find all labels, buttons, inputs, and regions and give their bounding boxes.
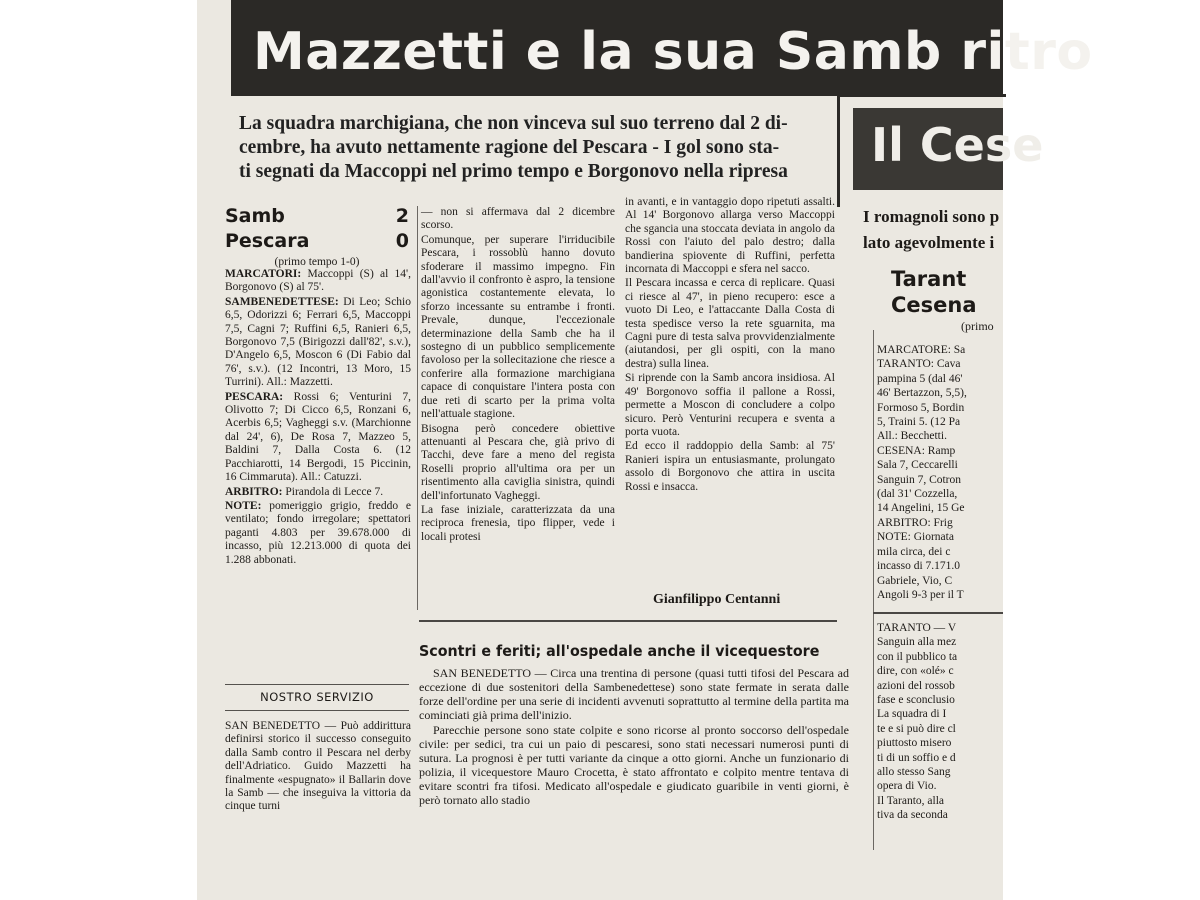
away-lineup-text: Rossi 6; Venturini 7, Olivotto 7; Di Cicco 6,5, Ronzani 6, Acerbis 6,5; Vagheggi s.v. (Marchionne dal 24', 6), De Rosa 7, Mazzeo 5, Baldini 7, Dalla Costa 6. (12 Pacchiarotti, 14 Bergodi, 15 Piccinin, 16 Cimmaruta). All.: Catuzzi. (225, 390, 411, 484)
side-body-line: Il Taranto, alla (877, 794, 944, 807)
subhead-line: La squadra marchigiana, che non vinceva sul suo terreno dal 2 di- (239, 113, 788, 134)
side-line: mila circa, dei c (877, 545, 951, 558)
notes-text: pomeriggio grigio, freddo e ventilato; fondo irregolare; spettatori paganti 4.803 per 39.678.000 di incasso, più 12.213.000 di quota dei 1.288 abbonati. (225, 499, 412, 566)
side-line: (dal 31' Cozzella, (877, 488, 958, 501)
side-line: MARCATORE: Sa (877, 344, 966, 356)
home-lineup-text: Di Leo; Schio 6,5, Odorizzi 6; Ferrari 6,5, Maccoppi 7,5, Cagni 7; Ruffini 6,5, Ranieri 6,5, Borgonovo 7,5 (Birigozzi dall'82', s.v.), D'Angelo 6,5, Moscon 6 (Di Fabio dal 76', s.v.). (12 Incontri, 13 Moro, 15 Turrini). All.: Mazzetti. (225, 295, 411, 389)
away-lineup (225, 391, 411, 485)
side-body-line: tiva da seconda (877, 809, 948, 822)
side-body-line: TARANTO — V (877, 622, 957, 634)
section-divider (419, 620, 837, 622)
article-paragraph: Si riprende con la Samb ancora insidiosa. Al 49' Borgonovo soffia il pallone a Rossi, permette a Moscon di concludere a colpo sicuro. Però Venturini recupera e sventa a porta vuota. (625, 372, 835, 438)
side-line: ARBITRO: Frig (877, 516, 953, 529)
side-line: Angoli 9-3 per il T (877, 588, 964, 601)
referee-text: Pirandola di Lecce 7. (285, 485, 384, 498)
side-team-1: Tarant (891, 267, 967, 291)
article-paragraph: SAN BENEDETTO — Può addirittura definirsi storico il successo conseguito dalla Samb contro il Pescara nel derby dell'Adriatico. Guido Mazzetti ha finalmente «espugnato» il Ballarin dove la Samb — che inseguiva la vittoria da cinque turni (225, 720, 411, 813)
column-divider (873, 330, 874, 850)
score-away: 0 (395, 230, 409, 252)
side-body-line: azioni del rossob (877, 679, 955, 692)
section-divider (873, 612, 1003, 614)
side-subheadline (863, 204, 1003, 256)
article-paragraph: in avanti, e in vantaggio dopo ripetuti assalti. Al 14' Borgonovo allarga verso Maccoppi che sgancia una stoccata deviata in angolo da Rossi con l'aiuto del palo destro; dalla bandierina spiovente di Ruffini, perfetta incornata di Maccoppi e sfera nel sacco. (625, 196, 835, 276)
article-paragraph: Bisogna però concedere obiettive attenuanti al Pescara che, già privo di Tacchi, deve fare a meno del regista Roselli proprio all'ultima ora per un risentimento alla caviglia sinistra, quindi dell'infortunato Vagheggi. (421, 422, 615, 502)
side-line: 5, Traini 5. (12 Pa (877, 416, 961, 429)
subhead-line: cembre, ha avuto nettamente ragione del Pescara - I gol sono sta- (239, 137, 780, 158)
side-body-line: fase e sconclusio (877, 694, 955, 707)
side-body-line: La squadra di I (877, 708, 947, 721)
scoreboard (225, 204, 409, 268)
referee (225, 486, 411, 499)
side-body-line: Sanguin alla mez (877, 636, 957, 649)
notes (225, 500, 411, 567)
side-line: NOTE: Giornata (877, 531, 954, 544)
side-line: 46' Bertazzon, 5,5), (877, 387, 967, 400)
side-line: 14 Angelini, 15 Ge (877, 502, 965, 515)
referee-label: ARBITRO: (225, 485, 283, 498)
divider (225, 684, 409, 685)
side-line: All.: Becchetti. (877, 430, 947, 443)
secondary-headline: Scontri e feriti; all'ospedale anche il vicequestore (419, 642, 820, 660)
away-lineup-label: PESCARA: (225, 390, 284, 403)
column-divider (417, 206, 418, 610)
byline: Gianfilippo Centanni (653, 592, 781, 607)
halftime-score: (primo tempo 1-0) (274, 256, 360, 268)
side-line: TARANTO: Cava (877, 358, 961, 371)
side-line: Gabriele, Vio, C (877, 574, 953, 587)
article-column-3 (625, 196, 835, 495)
article-paragraph: La fase iniziale, caratterizzata da una reciproca frenesia, tipo flipper, vede i locali protesi (421, 503, 615, 543)
newspaper-clipping (197, 0, 1093, 900)
team-home: Samb (225, 205, 285, 227)
side-subhead-line: lato agevolmente i (863, 233, 995, 252)
side-body-line: opera di Vio. (877, 780, 937, 793)
side-body-line: te e si può dire cl (877, 722, 956, 735)
article-lead (225, 720, 411, 815)
side-lineups (877, 344, 1003, 603)
scorers (225, 268, 411, 295)
article-paragraph: Comunque, per superare l'irriducibile Pescara, i rossoblù hanno dovuto sfoderare il massimo impegno. Fin dall'avvio il confronto è aspro, la tensione agonistica costantemente elevata, lo sforzo incessante su entrambe i fronti. Prevale, dunque, l'eccezionale determinazione della Samb che ha il sostegno di un pubblico semplicemente favoloso per la sollecitazione che riesce a conferire alla formazione marchigiana capace di conquistare l'intera posta con due reti di scarto per la prima volta nell'attuale stagione. (421, 233, 615, 421)
side-scoreboard (891, 266, 1003, 318)
side-body-line: dire, con «olé» c (877, 665, 954, 678)
side-body-line: allo stesso Sang (877, 766, 951, 779)
article-paragraph: SAN BENEDETTO — Circa una trentina di persone (quasi tutti tifosi del Pescara ad eccezione di due sostenitori della Sambenedettese) sono state fermate in serata dalle forze dell'ordine per una serie di incidenti avvenuti soprattutto al termine della partita ma cominciati già prima dell'inizio. (419, 666, 849, 722)
scorers-label: MARCATORI: (225, 268, 302, 280)
article-paragraph: Ed ecco il raddoppio della Samb: al 75' Ranieri ispira un entusiasmante, prolungato assolo di Borgonovo che attira in uscita Rossi e insacca. (625, 440, 835, 493)
article-column-2 (421, 206, 615, 545)
match-report-details (225, 268, 411, 568)
secondary-article-body (419, 666, 849, 808)
side-headline-banner (853, 108, 1044, 190)
side-line: Sanguin 7, Cotron (877, 473, 962, 486)
home-lineup (225, 296, 411, 390)
side-body-line: piuttosto misero (877, 737, 952, 750)
score-home: 2 (395, 205, 409, 227)
side-line: Formoso 5, Bordin (877, 401, 965, 414)
notes-label: NOTE: (225, 499, 262, 512)
score-row-away (225, 229, 409, 254)
side-article-body (877, 622, 1003, 824)
service-label: NOSTRO SERVIZIO (260, 690, 374, 704)
scorers-text: Maccoppi (S) al 14', Borgonovo (S) al 75'. (225, 268, 411, 294)
home-lineup-label: SAMBENEDETTESE: (225, 295, 339, 308)
article-paragraph: Parecchie persone sono state colpite e sono ricorse al pronto soccorso dell'ospedale civile: per sedici, tra cui un paio di pescaresi, sono stati necessari numerosi punti di sutura. La prognosi è per tutti variante da cinque a otto giorni. Anche un funzionario di polizia, il vicequestore Mauro Crocetta, è stato affrontato e colpito mentre tentava di evitare scontri fra tifosi. Medicato all'ospedale e giudicato guaribile in venti giorni, è però tornato allo stadio (419, 723, 849, 807)
subheadline (239, 112, 824, 184)
subhead-line: ti segnati da Maccoppi nel primo tempo e Borgonovo nella ripresa (239, 161, 788, 182)
divider (225, 710, 409, 711)
side-line: incasso di 7.171.0 (877, 560, 961, 573)
side-subhead-line: I romagnoli sono p (863, 207, 1000, 226)
side-team-2: Cesena (891, 293, 977, 317)
headline-banner (231, 0, 1093, 96)
side-line: CESENA: Ramp (877, 444, 956, 457)
team-away: Pescara (225, 230, 310, 252)
headline: Mazzetti e la sua Samb ritro (253, 22, 1093, 82)
side-halftime: (primo (961, 319, 994, 333)
side-line: Sala 7, Ceccarelli (877, 459, 958, 472)
score-row-home (225, 204, 409, 229)
side-body-line: con il pubblico ta (877, 650, 958, 663)
side-headline: Il Cese (871, 118, 1044, 172)
side-line: pampina 5 (dal 46' (877, 372, 963, 385)
article-paragraph: — non si affermava dal 2 dicembre scorso. (421, 206, 615, 232)
article-paragraph: Il Pescara incassa e cerca di replicare. Quasi ci riesce al 47', in pieno recupero: esce a vuoto Di Leo, e l'attaccante Dalla Costa di testa spedisce verso la rete sguarnita, ma Cagni pure di testa salva provvidenzialmente (aiutandosi, per gli ospiti, con la mano destra) sulla linea. (625, 277, 835, 370)
side-body-line: ti di un soffio e d (877, 751, 956, 764)
